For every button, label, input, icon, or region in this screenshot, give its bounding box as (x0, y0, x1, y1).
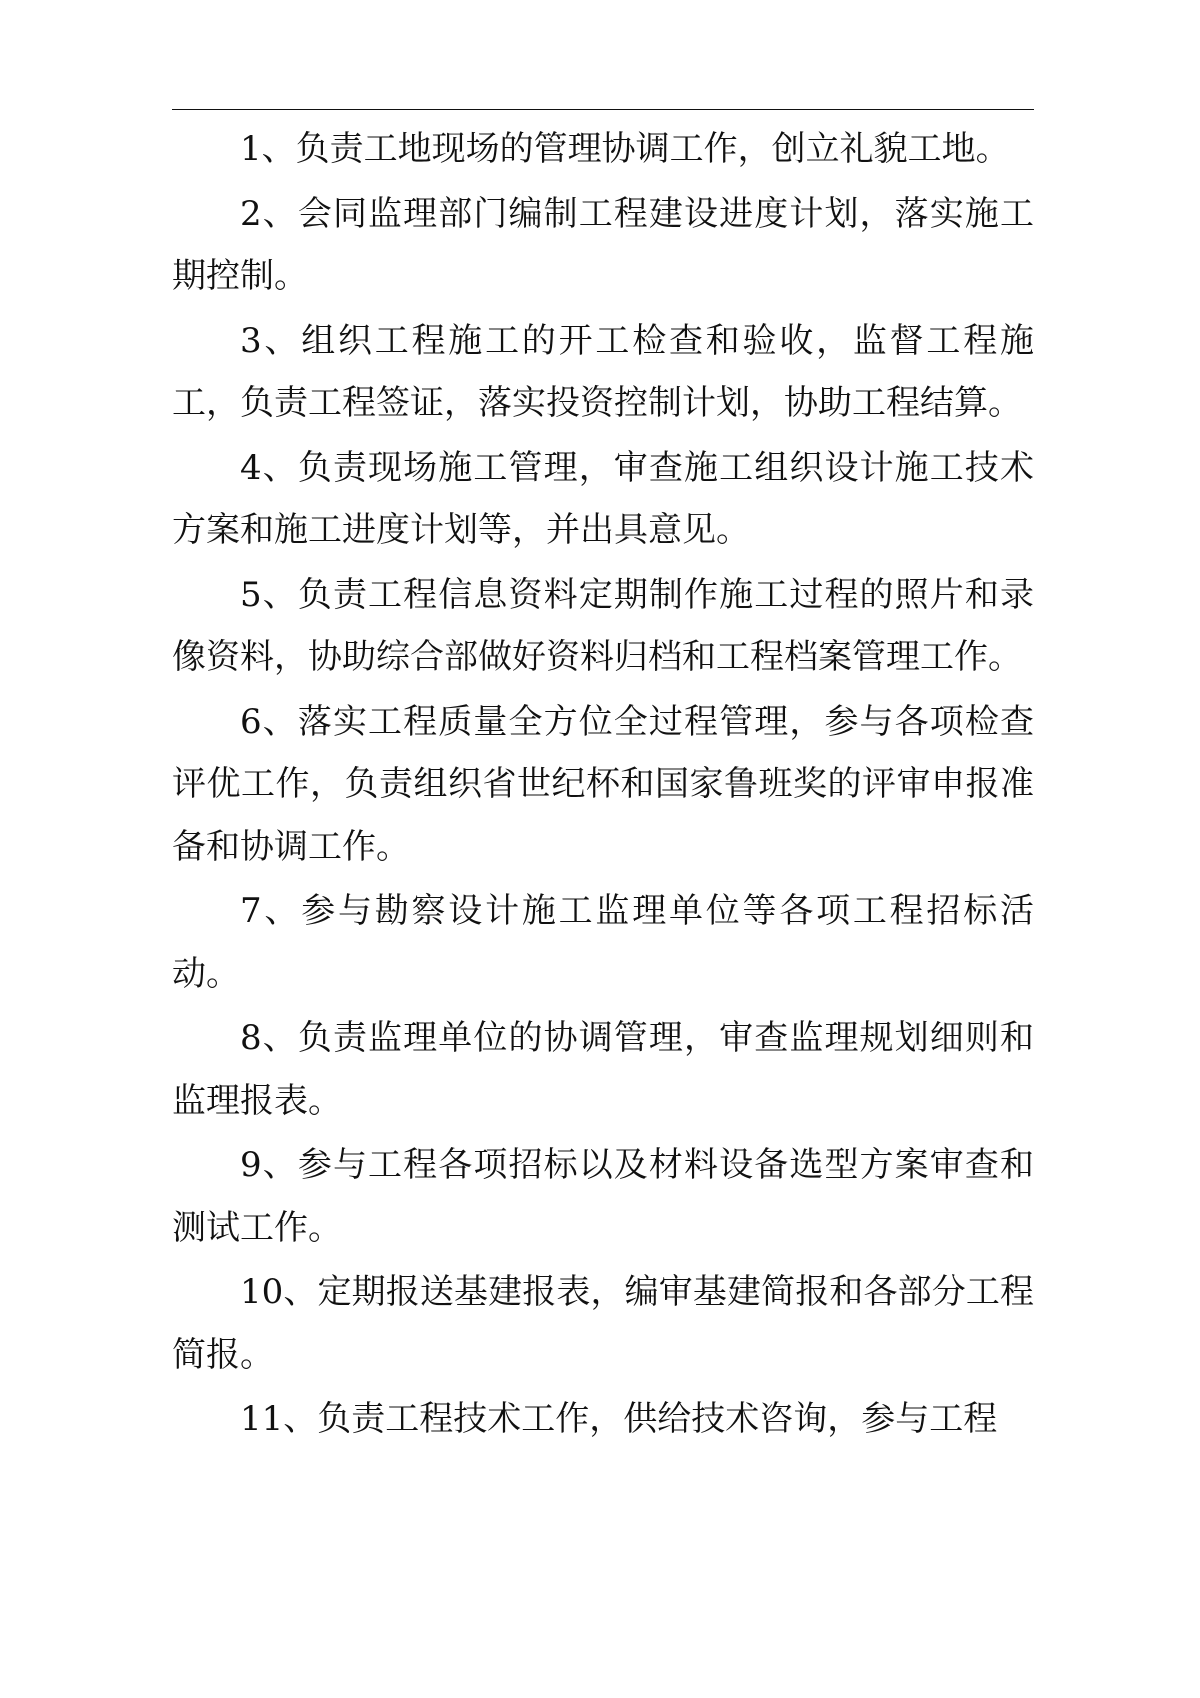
duty-item-11: 11、负责工程技术工作，供给技术咨询，参与工程 (240, 1399, 998, 1439)
header-rule (172, 109, 1034, 110)
duty-item-8: 8、负责监理单位的协调管理，审查监理规划细则和监理报表。 (172, 1018, 1034, 1121)
duty-item-3: 3、组织工程施工的开工检查和验收，监督工程施工，负责工程签证，落实投资控制计划，协助工程结算。 (172, 320, 1034, 423)
duty-item-4: 4、负责现场施工管理，审查施工组织设计施工技术方案和施工进度计划等，并出具意见。 (172, 447, 1034, 550)
duty-item-5: 5、负责工程信息资料定期制作施工过程的照片和录像资料，协助综合部做好资料归档和工程档案管理工作。 (172, 574, 1034, 677)
duty-item-9: 9、参与工程各项招标以及材料设备选型方案审查和测试工作。 (172, 1145, 1034, 1248)
duty-item-7: 7、参与勘察设计施工监理单位等各项工程招标活动。 (172, 891, 1034, 994)
duty-item-1: 1、负责工地现场的管理协调工作，创立礼貌工地。 (240, 129, 1010, 169)
duty-item-2: 2、会同监理部门编制工程建设进度计划，落实施工期控制。 (172, 193, 1034, 296)
duty-item-6: 6、落实工程质量全方位全过程管理，参与各项检查评优工作，负责组织省世纪杯和国家鲁班奖的评审申报准备和协调工作。 (172, 701, 1034, 867)
duty-item-10: 10、定期报送基建报表，编审基建简报和各部分工程简报。 (172, 1272, 1034, 1375)
document-body (172, 118, 1034, 1453)
